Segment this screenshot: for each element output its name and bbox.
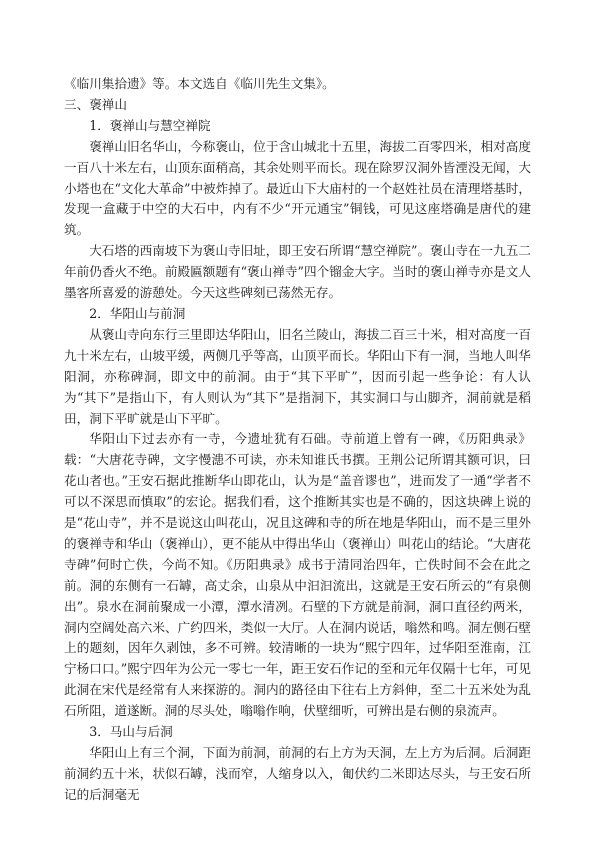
subsection-title-2: 2．华阳山与前洞	[89, 305, 186, 321]
paragraph-1-2: 大石塔的西南坡下为褒山寺旧址，即王安石所谓“慧空禅院”。褒山寺在一九五二年前仍香火不绝。前殿匾额题有“褒山禅寺”四个镏金大字。当时的褒山禅寺亦是文人墨客所喜爱的游憩处。今天这些碑刻已荡然无存。	[64, 243, 531, 301]
document-body	[64, 74, 531, 806]
paragraph-2-1: 从褒山寺向东行三里即达华阳山，旧名兰陵山，海拔二百三十米，相对高度一百九十米左右，山坡平缓，两侧几乎等高，山顶平而长。华阳山下有一洞，当地人叫华阳洞，亦称碑洞，即文中的前洞。由于“其下平旷”，因而引起一些争论：有人认为“其下”是指山下，有人则认为“其下”是指洞下，其实洞口与山脚齐，洞前就是稻田，洞下平旷就是山下平旷。	[64, 326, 531, 426]
section-title: 三、褒禅山	[64, 96, 127, 112]
intro-line: 《临川集拾遗》等。本文选自《临川先生文集》。	[64, 76, 335, 91]
paragraph-3-1: 华阳山上有三个洞，下面为前洞，前洞的右上方为天洞，左上方为后洞。后洞距前洞约五十米，状似石罅，浅而窄，人缩身以入，匍伏约二米即达尽头，与王安石所记的后洞毫无	[64, 745, 531, 802]
paragraph-2-2: 华阳山下过去亦有一寺，今遗址犹有石础。寺前道上曾有一碑，《历阳典录》载：“大唐花寺碑，文字慢漶不可读，亦未知谁氏书撰。王荆公记所谓其额可识，曰花山者也。”王安石据此推断华山即花山，认为是“盖音谬也”，进而发了一通“学者不可以不深思而慎取”的宏论。据我们看，这个推断其实也是不确的，因这块碑上说的是“花山寺”，并不是说这山叫花山，况且这碑和寺的所在地是华阳山，而不是三里外的褒禅寺和华山（褒禅山），更不能从中得出华山（褒禅山）叫花山的结论。“大唐花寺碑”何时亡佚，今尚不知。《历阳典录》成书于清同治四年，亡佚时间不会在此之前。洞的东侧有一石罅，高丈余，山泉从中汩汩流出，这就是王安石所云的“有泉侧出”。泉水在洞前聚成一小潭，潭水清冽。石壁的下方就是前洞，洞口直径约两米，洞内空阔处高六米、广约四米，类似一大厅。人在洞内说话，嗡然和鸣。洞左侧石壁上的题刻，因年久剥蚀，多不可辨。较清晰的一块为“熙宁四年，过华阳至淮南，江宁杨口口。”熙宁四年为公元一零七一年，距王安石作记的至和元年仅隔十七年，可见此洞在宋代是经常有人来探游的。洞内的路径由下往右上方斜伸，至二十五米处为乱石所阻，道遂断。洞的尽头处，嗡嗡作响，伏壁细听，可辨出是右侧的泉流声。	[64, 431, 531, 719]
subsection-title-3: 3．马山与后洞	[89, 724, 173, 740]
subsection-title-1: 1．褒禅山与慧空禅院	[89, 117, 211, 133]
paragraph-1-1: 褒禅山旧名华山，今称褒山，位于含山城北十五里，海拔二百零四米，相对高度一百八十米左右，山顶东面稍高，其余处则平而长。现在除罗汉洞外皆湮没无闻，大小塔也在“文化大革命”中被炸掉了。最近山下大庙村的一个赵姓社员在清理塔基时，发现一盒藏于中空的大石中，内有不少“开元通宝”铜钱，可见这座塔确是唐代的建筑。	[64, 138, 531, 238]
